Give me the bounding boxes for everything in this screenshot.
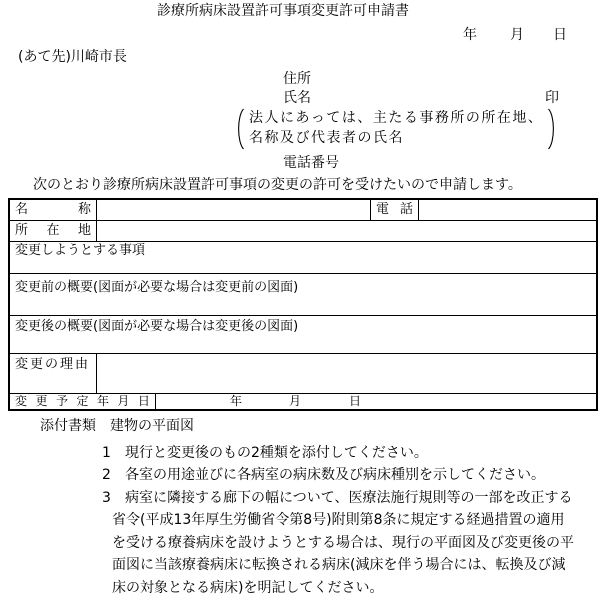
addressee: (あて先)川崎市長 <box>18 49 127 65</box>
corporate-note-line2: 名称及び代表者の氏名 <box>249 130 404 146</box>
row-before-change[interactable] <box>10 274 596 316</box>
planned-date-value-cell[interactable] <box>156 394 596 409</box>
planned-date-day-label: 日 <box>349 393 362 408</box>
attachment-note-3-line2: 省令(平成13年厚生労働省令第8号)附則第8条に規定する経過措置の適用 <box>112 512 565 528</box>
reason-field-label: 変更の理由 <box>10 354 97 393</box>
after-change-label: 変更後の概要(図面が必要な場合は変更後の図面) <box>15 319 299 334</box>
change-items-label: 変更しようとする事項 <box>15 243 146 258</box>
attachment-note-3-line4: 面図に当該療養病床に転換される病床(減床を伴う場合には、転換及び減 <box>112 557 566 573</box>
attachments-section <box>0 418 606 599</box>
phone-value-cell[interactable] <box>419 200 596 220</box>
header-date-month-label: 月 <box>510 27 524 43</box>
corporate-note-line1: 法人にあっては、主たる事務所の所在地、 <box>249 110 544 126</box>
phone-field-label: 電 話 <box>371 200 419 220</box>
note2-text: 各室の用途並びに各病室の病床数及び病床種別を示してください。 <box>125 467 545 483</box>
attachments-label: 添付書類 <box>40 418 96 434</box>
request-sentence: 次のとおり診療所病床設置許可事項の変更の許可を受けたいので申請します。 <box>33 177 522 193</box>
left-paren-icon <box>234 108 245 150</box>
attachment-note-1 <box>102 445 428 461</box>
row-reason <box>10 354 596 394</box>
phone-number-label: 電話番号 <box>283 155 339 171</box>
name-label: 氏名 <box>283 90 311 106</box>
seal-label: 印 <box>545 90 559 106</box>
attachments-heading <box>40 418 194 434</box>
row-after-change[interactable] <box>10 316 596 354</box>
planned-date-year-label: 年 <box>230 393 243 408</box>
attachment-doc-name: 建物の平面図 <box>110 418 194 434</box>
attachment-note-2 <box>102 467 545 483</box>
row-planned-date <box>10 394 596 409</box>
note3-text-line1: 病室に隣接する廊下の幅について、医療法施行規則等の一部を改正する <box>125 490 573 506</box>
row-change-items[interactable] <box>10 242 596 274</box>
header-date-day-label: 日 <box>553 27 567 43</box>
location-value-cell[interactable] <box>97 221 596 241</box>
planned-date-month-label: 月 <box>289 393 302 408</box>
row-location <box>10 221 596 242</box>
page-title: 診療所病床設置許可事項変更許可申請書 <box>157 3 409 19</box>
corporate-note <box>234 108 558 150</box>
attachment-note-3-line1 <box>102 490 572 506</box>
header-date-year-label: 年 <box>463 27 477 43</box>
before-change-label: 変更前の概要(図面が必要な場合は変更前の図面) <box>15 280 299 295</box>
note2-number: 2 <box>102 467 111 483</box>
location-field-label: 所 在 地 <box>10 221 97 241</box>
note3-number: 3 <box>102 490 111 506</box>
right-paren-icon <box>547 108 558 150</box>
note1-number: 1 <box>102 445 111 461</box>
name-value-cell[interactable] <box>97 200 371 220</box>
attachment-note-3-line5: 床の対象となる病床)を明記してください。 <box>112 580 384 596</box>
reason-value-cell[interactable] <box>97 354 596 393</box>
corporate-note-text <box>249 108 543 150</box>
row-name-phone <box>10 200 596 221</box>
attachment-note-3-line3: を受ける療養病床を設けようとする場合は、現行の平面図及び変更後の平 <box>112 535 574 551</box>
form-table <box>8 198 598 411</box>
address-label: 住所 <box>283 71 311 87</box>
note1-text: 現行と変更後のもの2種類を添付してください。 <box>125 445 428 461</box>
planned-date-field-label: 変 更 予 定 年 月 日 <box>10 394 156 409</box>
name-field-label: 名 称 <box>10 200 97 220</box>
